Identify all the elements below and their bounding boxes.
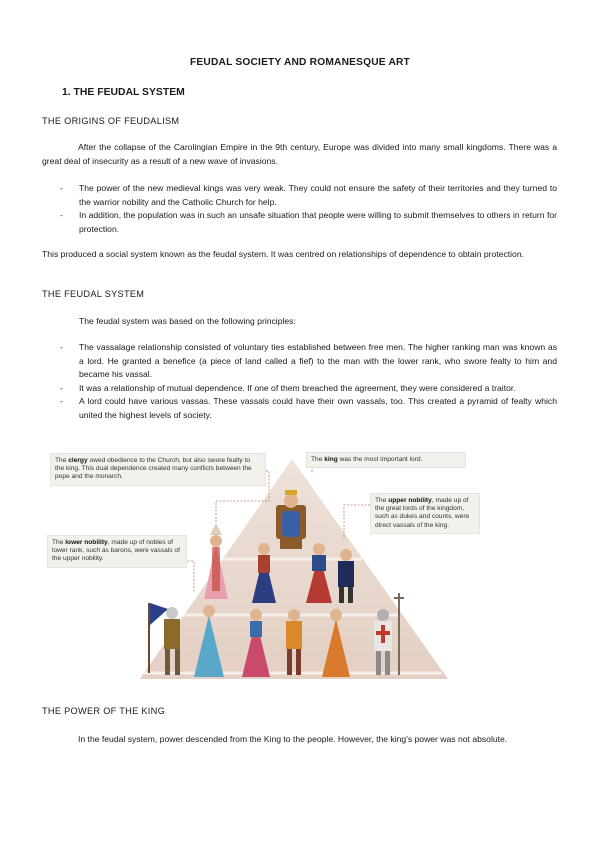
callout-upper-nobility (370, 493, 480, 534)
heading-power-of-king: THE POWER OF THE KING (42, 706, 166, 716)
callout-clergy (50, 453, 266, 486)
callout-text: The (55, 457, 69, 464)
heading-feudal-system: THE FEUDAL SYSTEM (42, 289, 145, 299)
callout-bold-term: upper nobility (388, 497, 432, 504)
list-item-text: The power of the new medieval kings was very weak. They could not ensure the safety of their territories and they turned to the warrior nobility and the Catholic Church for help. (79, 183, 557, 207)
section-heading-feudal-system: 1. THE FEUDAL SYSTEM (62, 87, 185, 98)
callout-text: The (311, 456, 325, 463)
list-item (42, 341, 557, 382)
callout-text: , made up of the great lords of the kingdom, such as dukes and counts, were direct vassals of the king. (375, 497, 470, 529)
list-item (42, 182, 557, 209)
list-item-text: A lord could have various vassas. These vassals could have their own vassals, too. This created a pyramid of fealty which united the highest levels of society. (79, 396, 557, 420)
callout-text: The (52, 539, 66, 546)
origins-conclusion: This produced a social system known as the feudal system. It was centred on relationships of dependence to obtain protection. (42, 249, 525, 259)
bullet-dash: - (60, 396, 63, 407)
feudal-system-intro: The feudal system was based on the following principles: (79, 316, 296, 326)
list-item (42, 395, 557, 422)
feudal-system-bullet-list (42, 341, 557, 423)
callout-king (306, 452, 466, 468)
callout-lower-nobility (47, 535, 187, 568)
bullet-dash: - (60, 342, 63, 352)
callout-bold-term: king (324, 456, 338, 463)
origins-intro: After the collapse of the Carolingian Empire in the 9th century, Europe was divided into many small kingdoms. There was a great deal of insecurity as a result of a new wave of invasions. (42, 142, 557, 166)
bullet-dash: - (60, 183, 63, 193)
heading-origins: THE ORIGINS OF FEUDALISM (42, 116, 180, 126)
list-item-text: The vassalage relationship consisted of voluntary ties established between free men. The higher ranking man was known as a lord. He granted a benefice (a piece of land called a fief) to the man with the lower rank, who swore fealty to him and became his vassal. (79, 342, 557, 380)
list-item (42, 209, 557, 236)
callout-bold-term: clergy (68, 457, 88, 464)
document-title: FEUDAL SOCIETY AND ROMANESQUE ART (190, 57, 410, 68)
callout-text: was the most important lord. (337, 456, 423, 463)
power-of-king-text: In the feudal system, power descended from the King to the people. However, the king's power was not absolute. (78, 734, 508, 744)
feudal-pyramid-illustration (44, 443, 536, 681)
list-item (42, 382, 557, 396)
list-item-text: In addition, the population was in such an unsafe situation that people were willing to submit themselves to others in return for protection. (79, 210, 557, 234)
callout-bold-term: lower nobility (65, 539, 108, 546)
bullet-dash: - (60, 382, 63, 393)
origins-bullet-list (42, 182, 557, 236)
bullet-dash: - (60, 210, 63, 221)
callout-text: The (375, 497, 389, 504)
list-item-text: It was a relationship of mutual dependence. If one of them breached the agreement, they were considered a traitor. (79, 382, 516, 393)
callout-text: owed obedience to the Church, but also swore fealty to the king. This dual dependence created many conflicts between the pope and the monarch. (55, 457, 252, 481)
callout-text: , made up of nobles of lower rank, such as barons, were vassals of the upper nobility. (52, 539, 180, 563)
